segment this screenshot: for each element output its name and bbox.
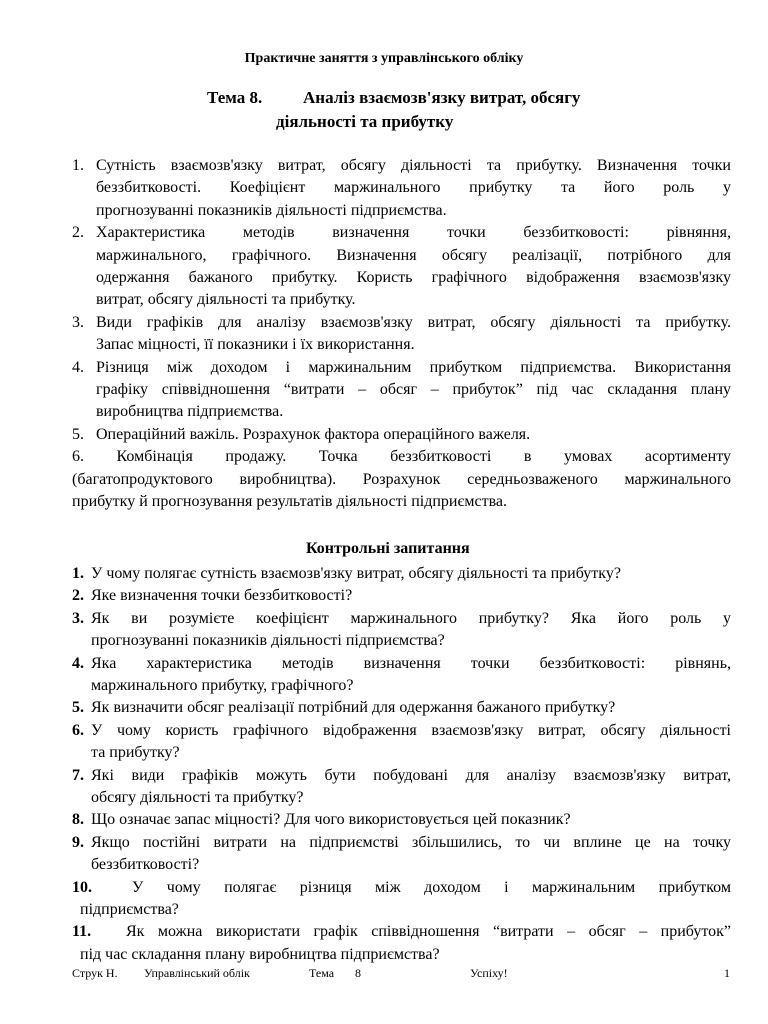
plan-item-text: (багатопродуктового виробництва). Розрахунок середньозваженого маржинального — [72, 470, 731, 488]
footer-author: Струк Н. — [72, 966, 118, 980]
plan-item-line — [72, 401, 731, 423]
question-item-text: Якщо постійні витрати на підприємстві збільшились, то чи вплине це на точку — [91, 833, 731, 851]
question-item-line — [72, 697, 731, 719]
plan-item-text: одержання бажаного прибутку. Користь графічного відображення взаємозв'язку — [96, 269, 731, 286]
question-item-line — [72, 608, 731, 630]
plan-item-text: Сутність взаємозв'язку витрат, обсягу діяльності та прибутку. Визначення точки — [96, 157, 731, 174]
question-item-text: У чому полягає сутність взаємозв'язку витрат, обсягу діяльності та прибутку? — [91, 565, 621, 582]
question-item-line — [72, 585, 731, 607]
question-item-text: Що означає запас міцності? Для чого використовується цей показник? — [91, 811, 571, 829]
question-item-number: 10. — [72, 878, 92, 896]
plan-item-text: беззбитковості. Коефіцієнт маржинального прибутку та його роль у — [96, 179, 731, 197]
question-item-text: беззбитковості? — [91, 856, 200, 874]
question-item-text: та прибутку? — [91, 744, 180, 762]
plan-item-number: 2. — [72, 224, 84, 242]
plan-item-line — [72, 424, 731, 446]
plan-item-line — [72, 491, 731, 513]
plan-item-text: Різниця між доходом і маржинальним прибутком підприємства. Використання — [96, 358, 731, 376]
question-item-line — [72, 675, 731, 697]
question-item-line — [72, 899, 731, 921]
question-item-number: 3. — [72, 609, 84, 627]
question-item-line — [72, 742, 731, 764]
question-item-text: У чому користь графічного відображення взаємозв'язку витрат, обсягу діяльності — [91, 721, 731, 739]
plan-item-text: прогнозуванні показників діяльності підприємства. — [96, 201, 447, 219]
plan-item-line — [72, 177, 731, 199]
plan-item-line — [72, 222, 731, 244]
question-item-line — [72, 563, 731, 585]
question-item-text: під час складання плану виробництва підприємства? — [80, 945, 440, 963]
question-item-number: 4. — [72, 654, 84, 672]
footer-topic-label: Тема — [309, 966, 335, 980]
plan-item-line — [72, 334, 731, 356]
question-item-text: обсягу діяльності та прибутку? — [91, 789, 304, 806]
question-item-text: маржинального прибутку, графічного? — [91, 677, 354, 694]
plan-item-line — [72, 357, 731, 379]
question-item-line — [72, 630, 731, 652]
plan-item-text: виробництва підприємства. — [96, 403, 284, 421]
question-item-line — [72, 944, 731, 966]
question-item-number: 8. — [72, 811, 84, 829]
topic-title-line1: Аналіз взаємозв'язку витрат, обсягу — [303, 88, 581, 107]
question-item-line — [72, 787, 731, 809]
question-item-line — [72, 877, 731, 899]
plan-item-text: маржинального, графічного. Визначення обсягу реалізації, потрібного для — [96, 246, 731, 264]
question-item-number: 5. — [72, 699, 84, 717]
question-item-number: 2. — [72, 587, 84, 605]
question-item-text: Як ви розумієте коефіцієнт маржинального прибутку? Яка його роль у — [91, 609, 731, 627]
plan-item-line — [72, 446, 731, 468]
question-item-line — [72, 653, 731, 675]
footer-course: Управлінський облік — [144, 966, 250, 980]
question-item-number: 7. — [72, 766, 84, 784]
plan-item-text: Запас міцності, її показники і їх використання. — [96, 336, 415, 354]
question-item-number: 1. — [72, 565, 84, 582]
question-item-line — [72, 921, 731, 943]
plan-item-line — [72, 200, 731, 222]
plan-item-text: Види графіків для аналізу взаємозв'язку витрат, обсягу діяльності та прибутку. — [96, 313, 731, 331]
control-questions-title: Контрольні запитання — [306, 540, 470, 557]
footer-wish: Успіху! — [470, 966, 508, 980]
question-item-line — [72, 809, 731, 831]
question-item-number: 9. — [72, 833, 84, 851]
question-item-line — [72, 854, 731, 876]
question-item-number: 11. — [72, 923, 92, 941]
question-item-text: У чому полягає різниця між доходом і маржинальним прибутком — [132, 878, 731, 896]
plan-item-number: 4. — [72, 358, 84, 376]
plan-item-text: витрат, обсягу діяльності та прибутку. — [96, 291, 356, 309]
plan-item-line — [72, 245, 731, 267]
plan-item-text: Операційний важіль. Розрахунок фактора операційного важеля. — [96, 425, 531, 443]
plan-item-text: прибутку й прогнозування результатів діяльності підприємства. — [72, 493, 508, 510]
plan-item-line — [72, 312, 731, 334]
plan-item-text: графіку співвідношення “витрати – обсяг – прибуток” під час складання плану — [96, 381, 731, 398]
plan-item-line — [72, 379, 731, 401]
topic-title-line2: діяльності та прибутку — [276, 112, 454, 131]
question-item-text: прогнозуванні показників діяльності підприємства? — [91, 632, 445, 650]
footer-page-number: 1 — [724, 966, 730, 980]
question-item-number: 6. — [72, 721, 84, 739]
question-item-text: Як визначити обсяг реалізації потрібний для одержання бажаного прибутку? — [91, 699, 616, 717]
page-header: Практичне заняття з управлінського обліку — [244, 51, 524, 66]
plan-item-number: 5. — [72, 425, 84, 443]
plan-item-line — [72, 469, 731, 491]
question-item-line — [72, 832, 731, 854]
question-item-line — [72, 720, 731, 742]
question-item-text: Як можна використати графік співвідношення “витрати – обсяг – прибуток” — [126, 923, 731, 941]
plan-item-text: 6. Комбінація продажу. Точка беззбитковості в умовах асортименту — [72, 448, 731, 466]
question-item-text: Яке визначення точки беззбитковості? — [91, 587, 353, 605]
footer-topic-number: 8 — [355, 966, 361, 980]
page-footer — [72, 966, 732, 984]
plan-item-number: 3. — [72, 313, 84, 331]
plan-item-line — [72, 289, 731, 311]
plan-item-line — [72, 267, 731, 289]
plan-item-line — [72, 155, 731, 177]
plan-item-number: 1. — [72, 157, 84, 174]
question-item-text: Яка характеристика методів визначення точки беззбитковості: рівнянь, — [91, 654, 731, 672]
plan-item-text: Характеристика методів визначення точки беззбитковості: рівняння, — [96, 224, 731, 242]
question-item-line — [72, 765, 731, 787]
question-item-text: підприємства? — [80, 901, 179, 918]
topic-number: Тема 8. — [207, 88, 263, 107]
question-item-text: Які види графіків можуть бути побудовані для аналізу взаємозв'язку витрат, — [91, 766, 731, 784]
